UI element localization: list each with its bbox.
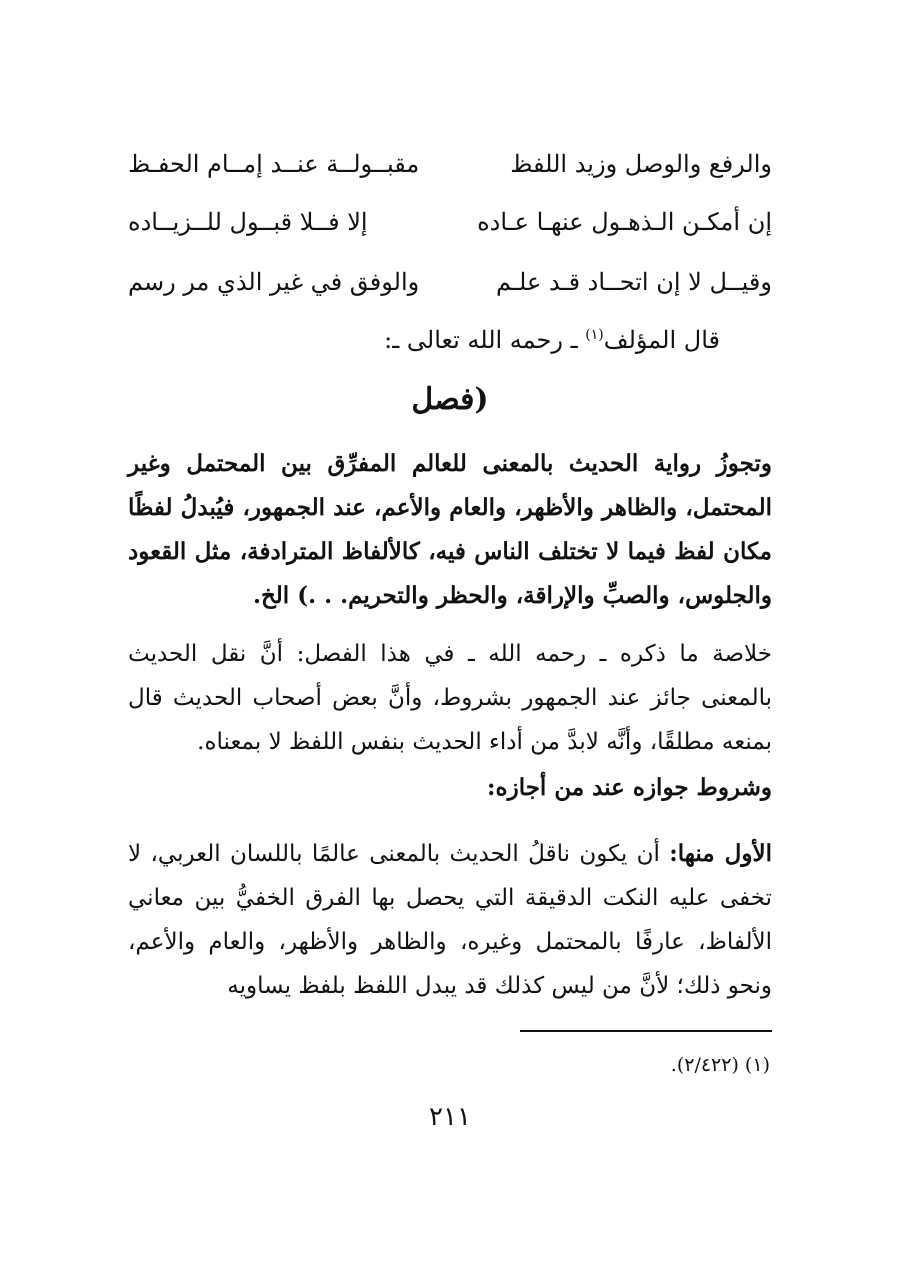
verse-1-first-hemistich: والرفع والوصل وزيد اللفظ <box>510 150 772 178</box>
verse-1-second-hemistich: مقبــولــة عنــد إمــام الحفـظ <box>128 150 420 178</box>
first-condition-paragraph <box>128 832 772 1008</box>
verse-3-first-hemistich: وقيــل لا إن اتحــاد قـد علـم <box>496 268 772 296</box>
verse-3-second-hemistich: والوفق في غير الذي مر رسم <box>128 268 420 296</box>
first-condition-label: الأول منها: <box>669 840 772 867</box>
footnote-divider <box>520 1030 772 1032</box>
author-intro-text: قال المؤلف <box>603 326 720 354</box>
author-intro <box>384 326 720 354</box>
verse-1 <box>128 150 772 194</box>
quoted-text-paragraph: وتجوزُ رواية الحديث بالمعنى للعالم المفرِّق بين المحتمل وغير المحتمل، والظاهر والأظهر، والعام والأعم، عند الجمهور، فيُبدلُ لفظًا مكان لفظ فيما لا تختلف الناس فيه، كالألفاظ المترادفة، مثل القعود والجلوس، والصبِّ والإراقة، والحظر والتحريم. . .) الخ. <box>128 450 772 609</box>
summary-paragraph: خلاصة ما ذكره ـ رحمه الله ـ في هذا الفصل: أنَّ نقل الحديث بالمعنى جائز عند الجمهور بشروط، وأنَّ بعض أصحاب الحديث قال بمنعه مطلقًا، وأنَّه لابدَّ من أداء الحديث بنفس اللفظ لا بمعناه. <box>128 641 772 755</box>
footnote: (١) (٢/٤٢٢). <box>670 1054 770 1076</box>
section-heading: (فصل <box>411 382 489 417</box>
author-intro-prayer: ـ رحمه الله تعالى ـ: <box>384 326 586 354</box>
verse-2-first-hemistich: إن أمكـن الـذهـول عنهـا عـاده <box>477 208 772 236</box>
verse-2-second-hemistich: إلا فــلا قبــول للــزيــاده <box>128 208 368 236</box>
footnote-reference[interactable]: (١) <box>585 327 604 343</box>
first-condition-text: أن يكون ناقلُ الحديث بالمعنى عالمًا باللسان العربي، لا تخفى عليه النكت الدقيقة التي يحصل بها الفرق الخفيُّ بين معاني الألفاظ، عارفًا بالمحتمل وغيره، والظاهر والأظهر، والعام والأعم، ونحو ذلك؛ لأنَّ من ليس كذلك قد يبدل اللفظ بلفظ يساويه <box>128 841 772 999</box>
verse-2 <box>128 208 772 252</box>
page-number: ٢١١ <box>429 1102 471 1132</box>
conditions-title: وشروط جوازه عند من أجازه: <box>487 774 772 801</box>
verse-3 <box>128 268 772 312</box>
